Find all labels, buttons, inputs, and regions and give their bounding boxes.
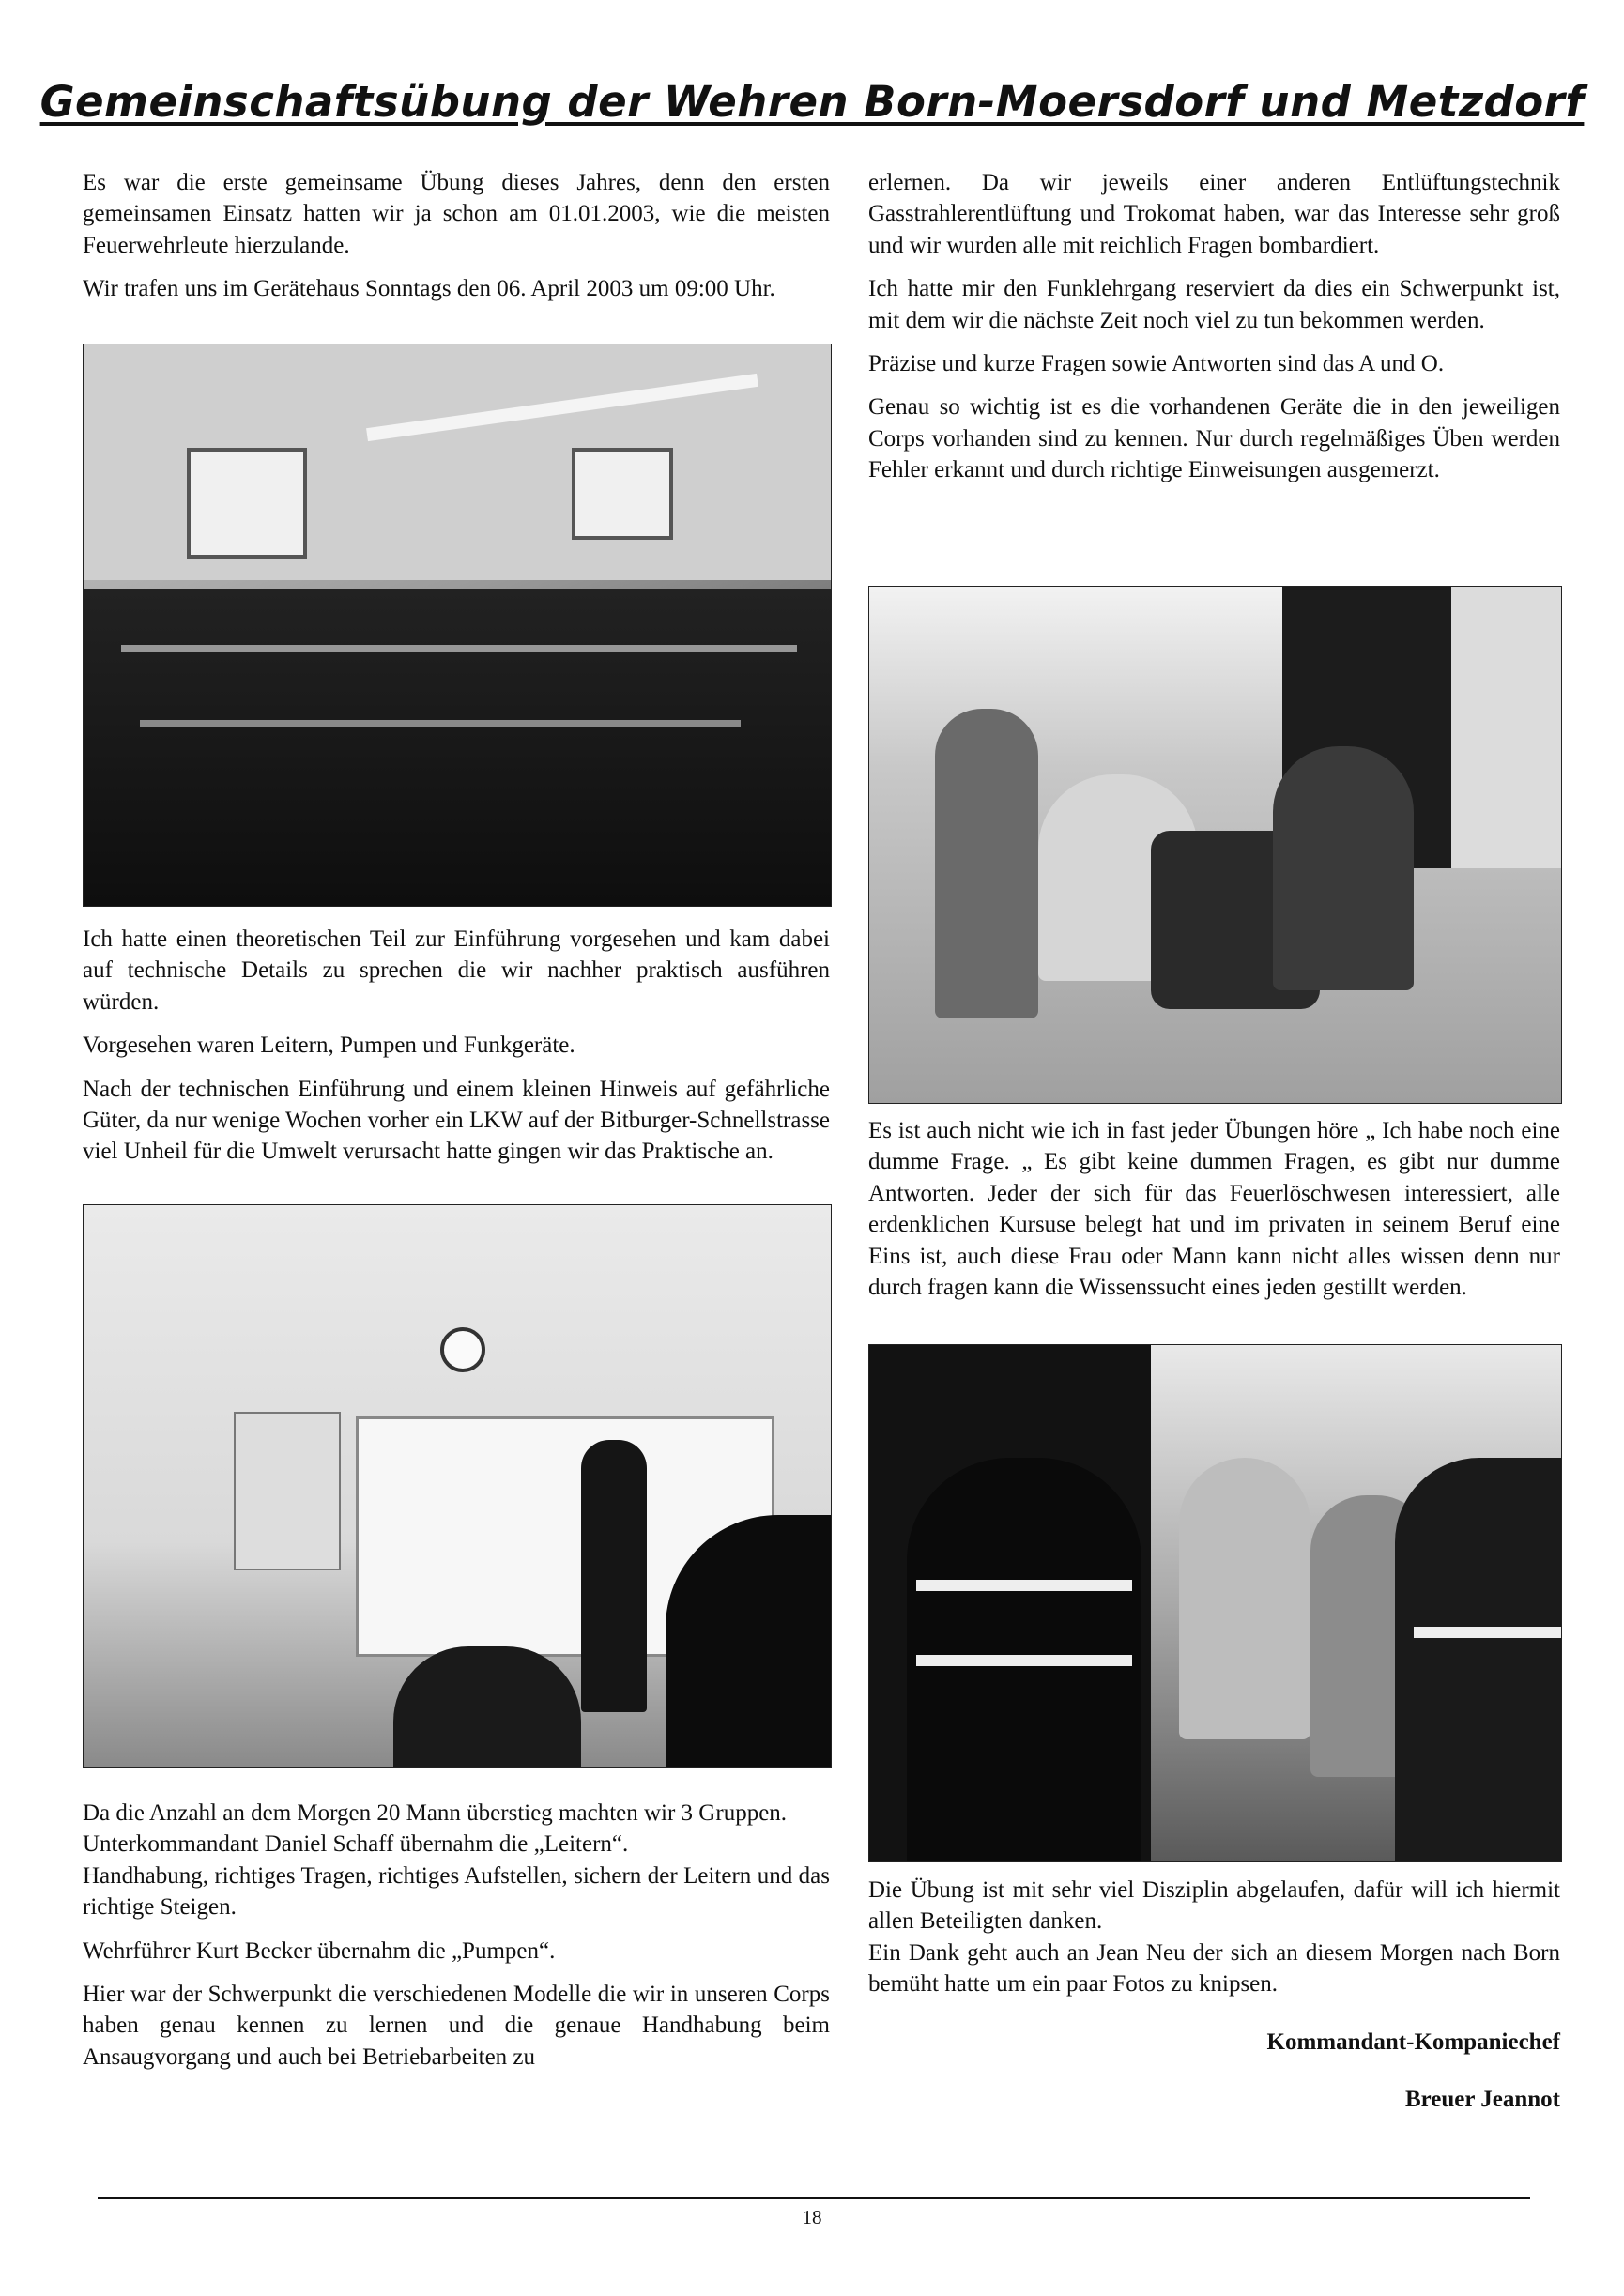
paragraph: Ein Dank geht auch an Jean Neu der sich an diesem Morgen nach Born bemüht hatte um ein paar Fotos zu knipsen. — [868, 1939, 1560, 1998]
photo-instructor-whiteboard — [83, 1204, 832, 1768]
right-column-intro — [868, 167, 1560, 498]
left-column-intro — [83, 167, 830, 317]
article-title: Gemeinschaftsübung der Wehren Born-Moersdorf und Metzdorf — [39, 77, 1585, 127]
paragraph: Nach der technischen Einführung und einem kleinen Hinweis auf gefährliche Güter, da nur wenige Wochen vorher ein LKW auf der Bitburger-Schnellstrasse viel Unheil für die Umwelt verursacht hatte gingen wir das Praktische an. — [83, 1076, 830, 1165]
paragraph: Genau so wichtig ist es die vorhandenen Geräte die in den jeweiligen Corps vorhanden sind zu kennen. Nur durch regelmäßiges Üben werden Fehler erkannt und durch richtige Einweisungen ausgemerzt. — [868, 394, 1560, 483]
right-column-middle — [868, 1115, 1560, 1315]
left-column-middle — [83, 924, 830, 1180]
photo-pump-training — [868, 586, 1562, 1104]
paragraph: Ich hatte einen theoretischen Teil zur Einführung vorgesehen und kam dabei auf technische Details zu sprechen die wir nachher praktisch ausführen würden. — [83, 926, 830, 1015]
paragraph: Wehrführer Kurt Becker übernahm die „Pumpen“. — [83, 1937, 556, 1964]
paragraph: Es war die erste gemeinsame Übung dieses Jahres, denn den ersten gemeinsamen Einsatz hatten wir ja schon am 01.01.2003, wie die meisten Feuerwehrleute hierzulande. — [83, 170, 830, 258]
left-column-final — [83, 1798, 830, 2085]
paragraph: Präzise und kurze Fragen sowie Antworten sind das A und O. — [868, 351, 1445, 377]
page-number: 18 — [802, 2206, 822, 2228]
signature-role: Kommandant-Kompaniechef — [1266, 2028, 1560, 2055]
signature-name: Breuer Jeannot — [1404, 2087, 1560, 2113]
paragraph: Unterkommandant Daniel Schaff übernahm die „Leitern“. — [83, 1831, 629, 1858]
footer-divider — [98, 2197, 1530, 2199]
right-column-final — [868, 1875, 1560, 2127]
paragraph: Es ist auch nicht wie ich in fast jeder Übungen höre „ Ich habe noch eine dumme Frage. „ Es gibt keine dummen Fragen, es gibt nur dumme Antworten. Jeder der sich für das Feuerlöschwesen interessiert, alle erdenklichen Kursuse belegt hat und im privaten in seinem Beruf eine Eins ist, auch diese Frau oder Mann kann nicht alles wissen denn nur durch fragen kann die Wissenssucht eines jeden gestillt werden. — [868, 1118, 1560, 1301]
paragraph: Hier war der Schwerpunkt die verschiedenen Modelle die wir in unseren Corps haben genau kennen zu lernen und die genaue Handhabung beim Ansaugvorgang und auch bei Betriebarbeiten zu — [83, 1982, 830, 2070]
paragraph: Ich hatte mir den Funklehrgang reserviert da dies ein Schwerpunkt ist, mit dem wir die nächste Zeit noch viel zu tun bekommen werden. — [868, 276, 1560, 333]
photo-radio-training — [868, 1344, 1562, 1862]
paragraph: Wir trafen uns im Gerätehaus Sonntags den 06. April 2003 um 09:00 Uhr. — [83, 276, 775, 302]
paragraph: Da die Anzahl an dem Morgen 20 Mann überstieg machten wir 3 Gruppen. — [83, 1800, 788, 1826]
paragraph: Die Übung ist mit sehr viel Disziplin abgelaufen, dafür will ich hiermit allen Beteiligten danken. — [868, 1877, 1560, 1935]
paragraph: Vorgesehen waren Leitern, Pumpen und Funkgeräte. — [83, 1033, 575, 1059]
paragraph: erlernen. Da wir jeweils einer anderen Entlüftungstechnik Gasstrahlerentlüftung und Trokomat haben, war das Interesse sehr groß und wir wurden alle mit reichlich Fragen bombardiert. — [868, 170, 1560, 258]
paragraph: Handhabung, richtiges Tragen, richtiges Aufstellen, sichern der Leitern und das richtige Steigen. — [83, 1862, 830, 1921]
photo-seated-firefighters — [83, 344, 832, 907]
